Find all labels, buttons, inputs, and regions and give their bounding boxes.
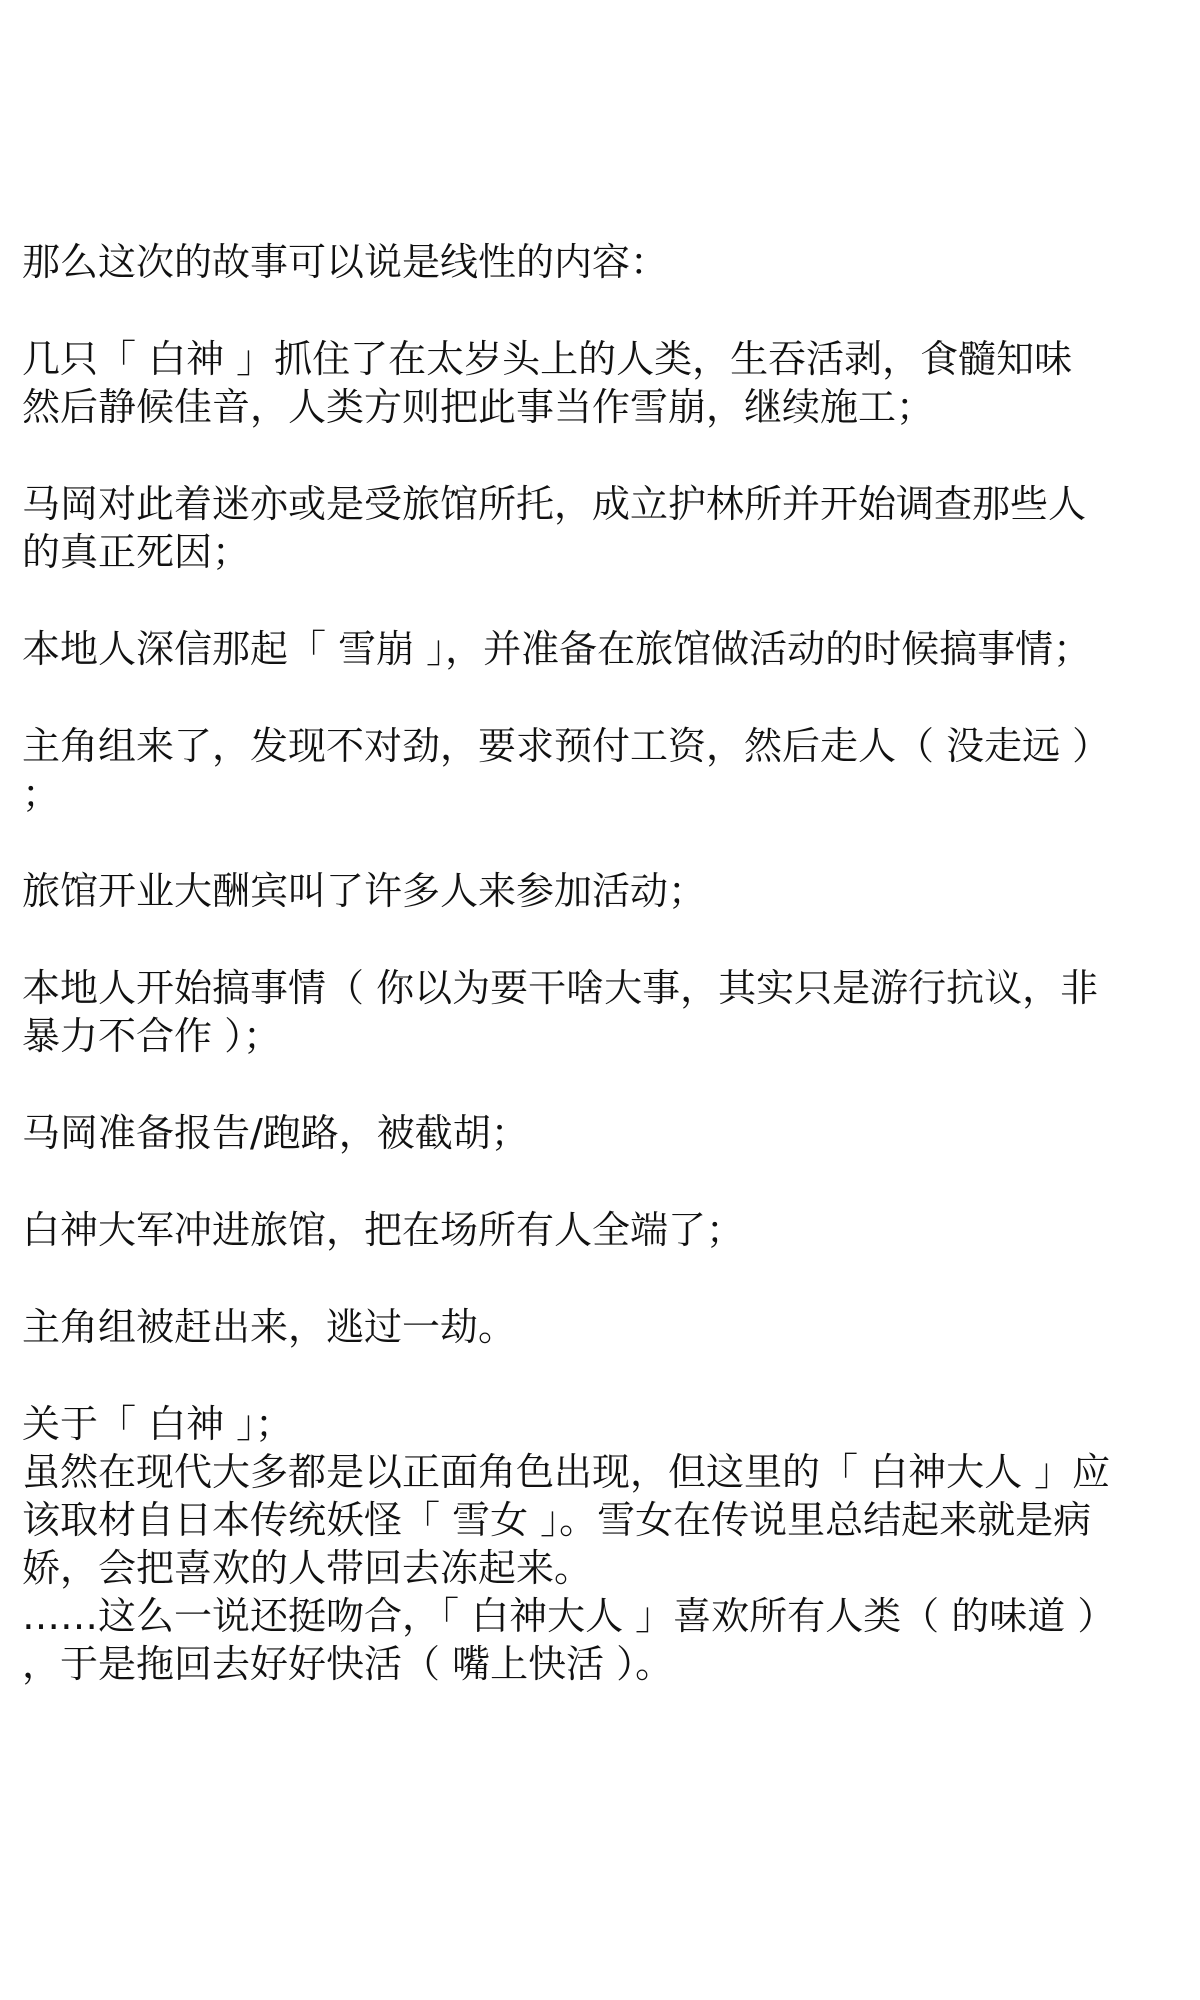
document-body [22,238,1182,1688]
paragraph-army [22,1206,1182,1254]
text-line: 该取材自日本传统妖怪「 雪女 」。雪女在传说里总结起来就是病 [22,1498,1092,1542]
text-line: 几只「 白神 」抓住了在太岁头上的人类，生吞活剥，食髓知味 [22,337,1073,381]
text-line: 那么这次的故事可以说是线性的内容： [22,240,669,284]
paragraph-protest [22,964,1182,1060]
text-line: 关于「 白神 」； [22,1402,294,1446]
text-line: 虽然在现代大多都是以正面角色出现，但这里的「 白神大人 」应 [22,1450,1111,1494]
text-line: 旅馆开业大酬宾叫了许多人来参加活动； [22,869,707,913]
paragraph-capture [22,335,1182,431]
text-line: 马岡对此着迷亦或是受旅馆所托，成立护林所并开始调查那些人 [22,482,1087,526]
text-line: ……这么一说还挺吻合，「 白神大人 」喜欢所有人类（ 的味道 ） [22,1594,1116,1638]
text-line: ； [22,772,61,816]
text-line: 主角组被赶出来，逃过一劫。 [22,1305,517,1349]
paragraph-protagonists [22,722,1182,818]
paragraph-escape [22,1303,1182,1351]
text-line: 马岡准备报告/跑路，被截胡； [22,1111,529,1155]
text-line: 的真正死因； [22,530,251,574]
paragraph-about-shirokami [22,1400,1182,1688]
text-line: 暴力不合作 ）； [22,1014,282,1058]
text-line: 然后静候佳音，人类方则把此事当作雪崩，继续施工； [22,385,935,429]
text-line: 娇，会把喜欢的人带回去冻起来。 [22,1546,593,1590]
paragraph-hotel-opening [22,867,1182,915]
paragraph-intro [22,238,1182,286]
text-line: 本地人深信那起「 雪崩 」，并准备在旅馆做活动的时候搞事情； [22,627,1092,671]
paragraph-locals [22,625,1182,673]
paragraph-magang [22,480,1182,576]
text-line: 主角组来了，发现不对劲，要求预付工资，然后走人（ 没走远 ） [22,724,1111,768]
text-line: 本地人开始搞事情（ 你以为要干啥大事，其实只是游行抗议，非 [22,966,1099,1010]
text-line: ，于是拖回去好好快活（ 嘴上快活 ）。 [22,1642,674,1686]
text-line: 白神大军冲进旅馆，把在场所有人全端了； [22,1208,745,1252]
paragraph-report [22,1109,1182,1157]
